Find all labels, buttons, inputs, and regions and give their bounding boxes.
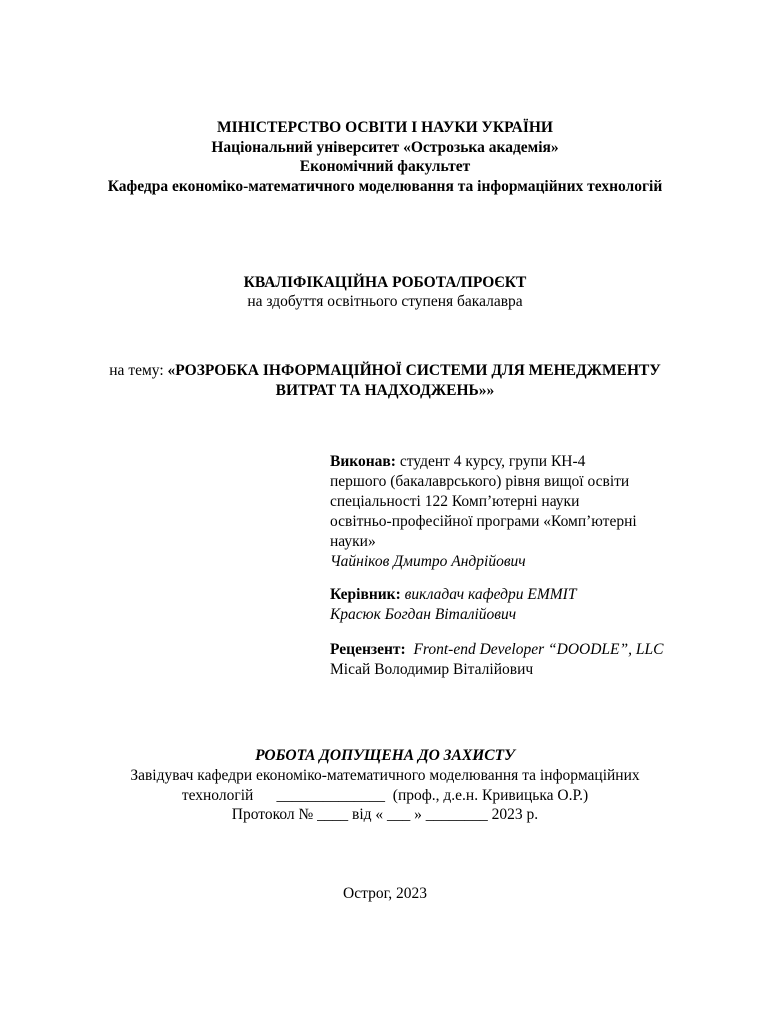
topic-title-part-2: ВИТРАТ ТА НАДХОДЖЕНЬ»» [275, 382, 495, 399]
approval-title: РОБОТА ДОПУЩЕНА ДО ЗАХИСТУ [255, 747, 515, 764]
performer-level: першого (бакалаврського) рівня вищої освіти [330, 473, 630, 490]
university-name: Національний університет «Острозька академія» [211, 139, 559, 156]
topic-title-part-1: «РОЗРОБКА ІНФОРМАЦІЙНОЇ СИСТЕМИ ДЛЯ МЕНЕДЖМЕНТУ [167, 362, 661, 379]
performer-program: освітньо-професійної програми «Комп’ютерні [330, 513, 637, 530]
faculty-name: Економічний факультет [299, 158, 471, 175]
city-year: Острог, 2023 [343, 885, 427, 902]
approval-head-line: Завідувач кафедри економіко-математичного моделювання та інформаційних [130, 767, 640, 784]
performer-block [330, 452, 750, 572]
performer-name: Чайніков Дмитро Андрійович [330, 553, 526, 570]
reviewer-label: Рецензент: [330, 641, 406, 658]
supervisor-label: Керівник: [330, 586, 401, 603]
performer-program-end: науки» [330, 533, 376, 550]
reviewer-name: Місай Володимир Віталійович [330, 661, 534, 678]
department-name: Кафедра економіко-математичного моделювання та інформаційних технологій [107, 178, 663, 195]
performer-label: Виконав: [330, 453, 396, 470]
approval-signature-line: технологій ______________ (проф., д.е.н. Кривицька О.Р.) [181, 787, 589, 804]
performer-specialty: спеціальності 122 Комп’ютерні науки [330, 493, 580, 510]
approval-protocol-line: Протокол № ____ від « ___ » ________ 2023 р. [231, 806, 539, 823]
ministry-heading: МІНІСТЕРСТВО ОСВІТИ І НАУКИ УКРАЇНИ [217, 119, 553, 136]
supervisor-name: Красюк Богдан Віталійович [330, 606, 517, 623]
reviewer-block [330, 640, 750, 680]
supervisor-position: викладач кафедри ЕММІТ [400, 586, 577, 603]
topic-line-1 [0, 361, 770, 381]
performer-course: студент 4 курсу, групи КН-4 [395, 453, 586, 470]
reviewer-position: Front-end Developer “DOODLE”, LLC [405, 641, 664, 658]
supervisor-block [330, 585, 750, 625]
topic-prefix: на тему: [109, 362, 168, 379]
work-type: КВАЛІФІКАЦІЙНА РОБОТА/ПРОЄКТ [243, 274, 527, 291]
degree-line: на здобуття освітнього ступеня бакалавра [247, 293, 523, 310]
